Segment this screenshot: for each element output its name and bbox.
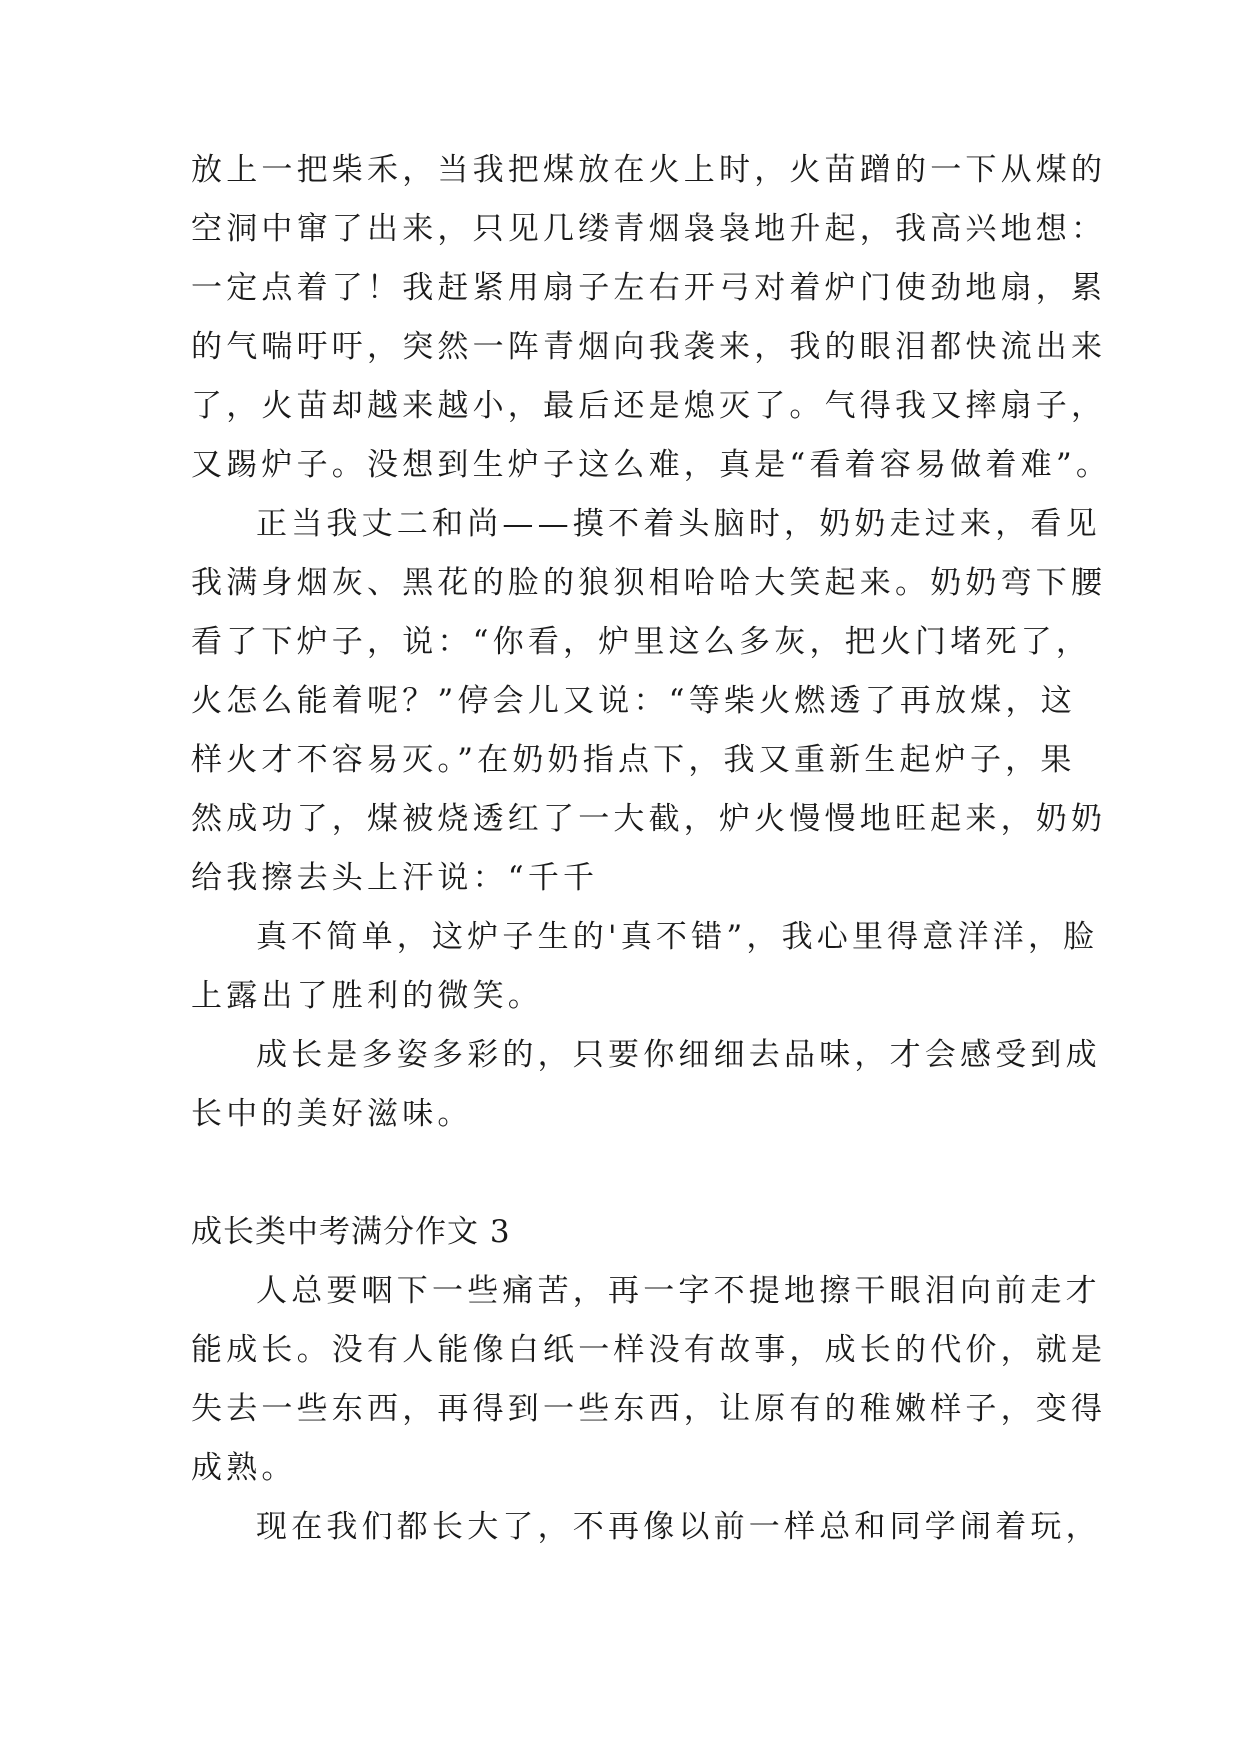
body-line: 看了下炉子，说：“你看，炉里这么多灰，把火门堵死了， <box>191 624 1092 660</box>
body-line: 能成长。没有人能像白纸一样没有故事，成长的代价，就是 <box>191 1332 1107 1368</box>
paragraph-first-line: 成长是多姿多彩的，只要你细细去品味，才会感受到成 <box>256 1037 1101 1073</box>
body-line: 失去一些东西，再得到一些东西，让原有的稚嫩样子，变得 <box>191 1391 1107 1427</box>
body-line: 了，火苗却越来越小，最后还是熄灭了。气得我又摔扇子， <box>191 388 1107 424</box>
body-line: 又踢炉子。没想到生炉子这么难，真是“看着容易做着难”。 <box>191 447 1112 483</box>
section-heading: 成长类中考满分作文 3 <box>191 1214 511 1250</box>
body-line: 成熟。 <box>191 1450 297 1486</box>
body-line: 一定点着了！我赶紧用扇子左右开弓对着炉门使劲地扇，累 <box>191 270 1107 306</box>
body-line: 然成功了，煤被烧透红了一大截，炉火慢慢地旺起来，奶奶 <box>191 801 1107 837</box>
paragraph-first-line: 人总要咽下一些痛苦，再一字不提地擦干眼泪向前走才 <box>256 1273 1101 1309</box>
paragraph-first-line: 正当我丈二和尚——摸不着头脑时，奶奶走过来，看见 <box>256 506 1101 542</box>
body-line: 空洞中窜了出来，只见几缕青烟袅袅地升起，我高兴地想： <box>191 211 1107 247</box>
body-line: 长中的美好滋味。 <box>191 1096 473 1132</box>
paragraph-first-line: 真不简单，这炉子生的'真不错”，我心里得意洋洋，脸 <box>256 919 1099 955</box>
body-line: 上露出了胜利的微笑。 <box>191 978 543 1014</box>
body-line: 火怎么能着呢？”停会儿又说：“等柴火燃透了再放煤，这 <box>191 683 1076 719</box>
body-line: 我满身烟灰、黑花的脸的狼狈相哈哈大笑起来。奶奶弯下腰 <box>191 565 1107 601</box>
body-line: 给我擦去头上汗说：“千千 <box>191 860 599 896</box>
paragraph-first-line: 现在我们都长大了，不再像以前一样总和同学闹着玩， <box>256 1509 1101 1545</box>
body-line: 放上一把柴禾，当我把煤放在火上时，火苗蹭的一下从煤的 <box>191 152 1107 188</box>
body-line: 样火才不容易灭。”在奶奶指点下，我又重新生起炉子，果 <box>191 742 1076 778</box>
body-line: 的气喘吁吁，突然一阵青烟向我袭来，我的眼泪都快流出来 <box>191 329 1107 365</box>
